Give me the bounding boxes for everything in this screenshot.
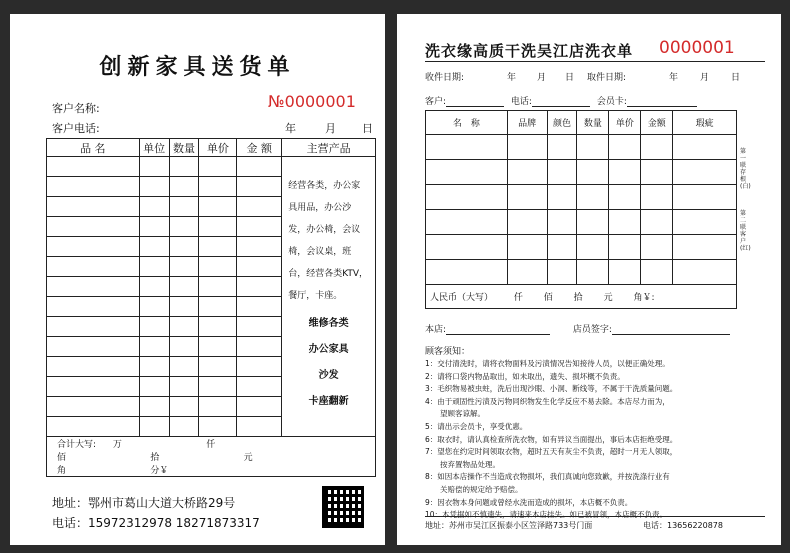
list-item: 关赔偿的规定给予赔偿。: [425, 484, 523, 494]
main-products-text: 经营各类，办公家具用品，办公沙发，办公椅，会议椅，会议桌，班台，经营各类KTV，餐厅，卡座。: [288, 181, 369, 301]
col-color: 颜色: [547, 111, 577, 135]
table-row: [47, 157, 376, 177]
left-address: 地址：鄂州市葛山大道大桥路29号: [52, 496, 236, 510]
side-note-customer: 第二联客户(红): [740, 210, 751, 252]
total-row: 合计大写: 万 仟 佰 拾 元 角 分￥: [47, 437, 376, 477]
table-row: [426, 235, 737, 260]
rmb-row: 人民币（大写） 仟 佰 拾 元 角￥:: [426, 285, 737, 309]
receive-year: 年: [507, 73, 517, 83]
pickup-year: 年: [669, 73, 679, 83]
col-amount: 金 额: [237, 139, 282, 157]
list-item: 9：因衣物本身问题或曾经水洗而造成的损坏，本店概不负责。: [425, 497, 633, 507]
col-qty: 数量: [169, 139, 199, 157]
col-brand: 品牌: [507, 111, 547, 135]
list-item: 10：本凭据如不慎遗失，请速来本店挂失。如已被冒领，本店概不负责。: [425, 510, 668, 520]
title-divider: [425, 61, 765, 62]
right-phone: 电话：13656220878: [643, 521, 723, 530]
notice-list: [425, 358, 677, 522]
left-phone: 电话：15972312978 18271873317: [52, 516, 260, 530]
col-unit-price: 单价: [609, 111, 641, 135]
list-item: 8：如因本店操作不当造成衣物损坏，我们真诚向您致歉，并按洗涤行业有: [425, 472, 670, 482]
laundry-title: 洗衣缘高质干洗吴江店洗衣单: [425, 42, 634, 60]
list-item: 1：交付清洗时，请将衣物面料及污渍情况告知接待人员，以便正确处理。: [425, 359, 670, 368]
delivery-table: [46, 138, 376, 477]
table-row: [426, 160, 737, 185]
footer-divider: [425, 516, 765, 517]
right-address: 地址：苏州市吴江区振泰小区笠泽路733号门面: [425, 521, 593, 530]
col-amount: 金额: [641, 111, 673, 135]
table-row: [426, 260, 737, 285]
service-4: 卡座翻新: [308, 396, 349, 407]
side-note-stub: 第一联存根(白): [740, 148, 751, 190]
list-item: 2：请将口袋内物品取出，如未取出，遗失、损坏概不负责。: [425, 371, 625, 381]
list-item: 望顾客谅解。: [425, 409, 485, 419]
laundry-table: [425, 110, 737, 309]
laundry-receipt: [397, 14, 781, 545]
rmb-label: 人民币（大写）: [430, 293, 494, 303]
col-main-products: 主营产品: [282, 139, 376, 157]
list-item: 5：请出示会员卡，享受优惠。: [425, 421, 528, 431]
service-1: 维修各类: [308, 318, 349, 329]
delivery-note: [10, 14, 385, 545]
customer-phone-label: 客户电话:: [52, 122, 100, 135]
receive-month: 月: [537, 73, 547, 83]
service-3: 沙发: [318, 370, 339, 381]
date-day: 日: [362, 122, 373, 135]
delivery-title: 创新家具送货单: [99, 55, 296, 80]
list-item: 7：望您在约定时间领取衣物，超时五天有灰尘不负责，超时一月无人领取，: [425, 447, 678, 457]
date-month: 月: [325, 122, 336, 135]
col-price: 单价: [199, 139, 237, 157]
list-item: 4：由于顽固性污渍及污物同织物发生化学反应不易去除。本店尽力而为，: [425, 396, 670, 406]
serial-number: №0000001: [268, 92, 356, 111]
laundry-serial: 0000001: [659, 38, 735, 58]
list-item: 按弃置物品处理。: [425, 459, 500, 469]
receive-day: 日: [565, 73, 575, 83]
service-2: 办公家具: [308, 344, 349, 355]
col-quantity: 数量: [577, 111, 609, 135]
table-row: [426, 135, 737, 160]
total-label: 合计大写:: [57, 440, 97, 450]
store-field: 本店: 店员签字:: [425, 322, 730, 335]
receive-date-label: 收件日期:: [425, 73, 465, 83]
col-item-name: 名 称: [426, 111, 508, 135]
col-unit: 单位: [139, 139, 169, 157]
date-year: 年: [285, 122, 296, 135]
pickup-day: 日: [731, 73, 741, 83]
qr-code-icon: [322, 486, 364, 528]
col-name: 品 名: [47, 139, 140, 157]
customer-name-label: 客户名称:: [52, 102, 100, 115]
col-defect: 瑕疵: [673, 111, 737, 135]
list-item: 6：取衣时，请认真检查所洗衣物，如有异议当面提出，事后本店拒绝受理。: [425, 434, 678, 444]
pickup-date-label: 取件日期:: [587, 73, 627, 83]
table-row: [426, 210, 737, 235]
customer-field: 客户: 电话: 会员卡:: [425, 94, 697, 107]
pickup-month: 月: [700, 73, 710, 83]
notice-title: 顾客须知：: [425, 347, 471, 357]
list-item: 3：毛织物易被虫蛀，洗后出现沙眼、小洞、断线等，不属于干洗质量问题。: [425, 384, 678, 394]
table-row: [426, 185, 737, 210]
